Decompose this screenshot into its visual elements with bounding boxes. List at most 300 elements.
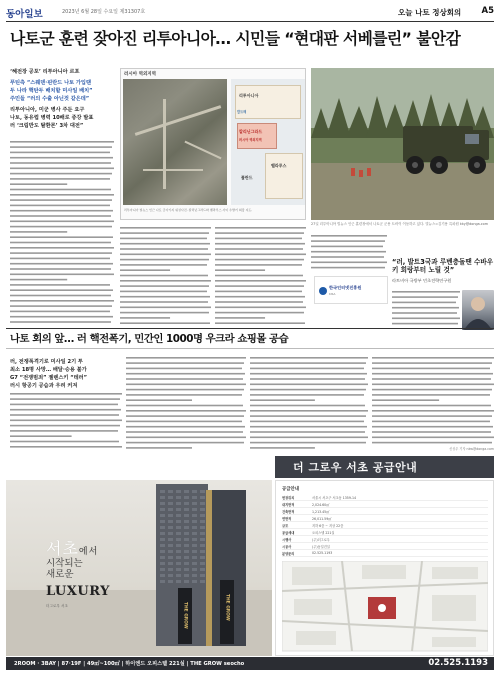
- text-line: [10, 247, 114, 249]
- text-line: [10, 316, 113, 318]
- window: [184, 574, 189, 577]
- text-line: [372, 373, 493, 375]
- text-line: [10, 289, 113, 291]
- article2-headline: 나토 회의 앞… 러 핵전폭기, 민간인 1000명 우크라 쇼핑몰 공습: [10, 333, 289, 345]
- window: [184, 508, 189, 511]
- text-lines: [126, 356, 246, 452]
- window: [192, 544, 197, 547]
- ad-luxury: LUXURY: [46, 584, 110, 599]
- window: [192, 520, 197, 523]
- text-line: [10, 231, 67, 233]
- text-line: [10, 199, 112, 201]
- map-figure: [120, 68, 306, 220]
- window: [200, 532, 205, 535]
- text-lines: [10, 140, 114, 326]
- window: [192, 550, 197, 553]
- masthead: [6, 6, 494, 20]
- portrait-silhouette: [462, 290, 494, 330]
- text-line: [10, 194, 114, 196]
- text-line: [10, 183, 67, 185]
- subhead-line: G7 “전쟁범죄” 젤렌스키 “테러”: [10, 375, 88, 381]
- window: [176, 538, 181, 541]
- military-truck-photo: [311, 68, 494, 220]
- window: [168, 502, 173, 505]
- window: [184, 532, 189, 535]
- window: [184, 568, 189, 571]
- map-label: 러시아 역외지역: [124, 72, 156, 77]
- text-line: [215, 312, 304, 314]
- window: [176, 562, 181, 565]
- article2-byline: 신상우 기자 nkw@donga.com: [449, 447, 494, 451]
- text-line: [10, 178, 110, 180]
- text-line: [250, 357, 368, 359]
- text-line: [215, 301, 303, 303]
- table-row: [282, 530, 488, 536]
- page-number: A5: [481, 6, 494, 16]
- text-line: [372, 384, 494, 386]
- text-line: [392, 291, 460, 293]
- kisa-ad-org: 한국인터넷진흥원: [329, 285, 362, 290]
- article-body-col-1: [10, 140, 114, 326]
- text-line: [250, 442, 366, 444]
- text-lines: [120, 226, 306, 326]
- window: [168, 496, 173, 499]
- text-line: [372, 421, 490, 423]
- table-row: [282, 509, 488, 515]
- window: [184, 514, 189, 517]
- text-line: [392, 312, 457, 314]
- text-line: [10, 311, 110, 313]
- ad-bottom-bar: [6, 657, 494, 670]
- text-line: [215, 248, 303, 250]
- window: [176, 550, 181, 553]
- window: [168, 532, 173, 535]
- text-line: [10, 430, 118, 432]
- ad-phone: 02.525.1193: [428, 658, 488, 668]
- text-line: [10, 189, 111, 191]
- window: [160, 526, 165, 529]
- window: [160, 502, 165, 505]
- text-line: [10, 236, 113, 238]
- table-value: 지하 6층 ~ 지상 22층: [312, 524, 344, 528]
- map-place-poland: 폴란드: [241, 175, 253, 180]
- window: [184, 562, 189, 565]
- table-row: [282, 502, 488, 508]
- article2-subheads: [10, 358, 122, 390]
- table-row: [282, 523, 488, 529]
- text-line: [126, 405, 243, 407]
- text-line: [372, 378, 491, 380]
- text-line: [10, 446, 122, 448]
- ad-tagline-line: 새로운: [46, 569, 74, 580]
- table-key: 규모: [282, 524, 289, 528]
- text-line: [120, 312, 209, 314]
- window: [184, 556, 189, 559]
- text-line: [126, 368, 242, 370]
- text-line: [10, 295, 111, 297]
- text-line: [120, 301, 208, 303]
- window: [168, 574, 173, 577]
- ad-headline-suffix: 에서: [78, 547, 99, 557]
- text-line: [215, 322, 305, 324]
- window: [160, 508, 165, 511]
- text-line: [120, 243, 210, 245]
- window: [184, 544, 189, 547]
- window: [160, 496, 165, 499]
- kisa-ad-sub: KISA: [329, 292, 336, 296]
- window: [168, 562, 173, 565]
- text-line: [126, 378, 243, 380]
- ad-header-title: 더 그로우 서초 공급안내: [293, 461, 418, 474]
- table-key: 연면적: [282, 517, 292, 521]
- text-line: [10, 409, 121, 411]
- window: [168, 520, 173, 523]
- window: [192, 496, 197, 499]
- text-line: [10, 435, 72, 437]
- text-line: [215, 307, 306, 309]
- window: [160, 532, 165, 535]
- table-value: 2,024.60㎡: [312, 503, 330, 507]
- window: [168, 490, 173, 493]
- svg-text:THE GROW: THE GROW: [182, 602, 188, 629]
- text-line: [250, 426, 367, 428]
- text-line: [250, 421, 364, 423]
- table-value: (주)더그로우: [312, 538, 330, 542]
- ad-info-table: [275, 480, 494, 656]
- window: [160, 568, 165, 571]
- window: [192, 490, 197, 493]
- text-line: [10, 141, 114, 143]
- text-line: [126, 394, 242, 396]
- deck-line: 푸틴측 “스웨덴·핀란드 나토 가입땐: [10, 80, 91, 86]
- map-place-region: 러시아 역외지역: [239, 138, 262, 142]
- window: [184, 520, 189, 523]
- window: [200, 490, 205, 493]
- text-line: [120, 275, 208, 277]
- text-line: [311, 262, 387, 264]
- text-line: [10, 393, 122, 395]
- subhead-line: 최소 18명 사망… 배달·승용 불가: [10, 367, 87, 373]
- text-line: [10, 152, 110, 154]
- table-key: 시행사: [282, 538, 292, 542]
- text-line: [126, 426, 245, 428]
- window: [192, 562, 197, 565]
- table-row: [282, 551, 488, 557]
- text-line: [126, 373, 245, 375]
- window: [200, 562, 205, 565]
- text-line: [372, 405, 491, 407]
- map-place-belarus: 벨라루스: [271, 163, 287, 168]
- window: [176, 568, 181, 571]
- text-line: [250, 389, 366, 391]
- profile-headline: “러, 발트3국과 루벤충돌땐 수바우키 회랑부터 노릴 것”: [392, 258, 494, 275]
- text-line: [126, 437, 246, 439]
- text-line: [311, 251, 386, 253]
- window: [168, 514, 173, 517]
- text-line: [120, 227, 211, 229]
- kaliningrad-region: [237, 123, 277, 149]
- text-line: [120, 296, 210, 298]
- text-line: [10, 226, 112, 228]
- text-line: [120, 307, 211, 309]
- table-key: 대지면적: [282, 503, 295, 507]
- text-line: [10, 258, 110, 260]
- text-line: [215, 232, 304, 234]
- text-line: [10, 274, 114, 276]
- text-line: [120, 285, 209, 287]
- text-line: [10, 215, 111, 217]
- window: [192, 526, 197, 529]
- text-line: [392, 302, 456, 304]
- table-row: [282, 544, 488, 550]
- window: [200, 508, 205, 511]
- text-line: [372, 431, 491, 433]
- table-key: 분양문의: [282, 552, 295, 556]
- ad-header: [275, 456, 494, 478]
- table-key: 현장위치: [282, 496, 295, 500]
- text-lines: [250, 356, 368, 452]
- text-line: [120, 232, 209, 234]
- text-line: [215, 254, 306, 256]
- window: [160, 538, 165, 541]
- table-key: 건축면적: [282, 510, 295, 514]
- text-line: [215, 227, 306, 229]
- text-line: [250, 447, 315, 449]
- photo-caption: 27일 리투아니아 빌뉴스 인근 훈련장에서 나토군 군용 트럭이 이동하고 있다. 빌뉴스=김기용 특파원 kky@donga.com: [311, 222, 489, 226]
- window: [168, 580, 173, 583]
- window: [192, 532, 197, 535]
- text-line: [250, 415, 366, 417]
- road: [163, 99, 166, 189]
- text-line: [250, 394, 364, 396]
- text-line: [215, 243, 305, 245]
- text-line: [372, 442, 492, 444]
- text-line: [10, 210, 113, 212]
- newspaper-logo: 동아일보: [6, 9, 43, 20]
- table-row: [282, 537, 488, 543]
- window: [200, 514, 205, 517]
- text-line: [311, 267, 385, 269]
- text-line: [311, 235, 387, 237]
- window: [160, 520, 165, 523]
- article2-rule: [6, 348, 494, 349]
- text-line: [10, 242, 111, 244]
- text-line: [215, 269, 265, 271]
- window: [176, 556, 181, 559]
- text-line: [126, 442, 244, 444]
- ad-headline-seocho: 서초: [46, 539, 79, 558]
- window: [192, 556, 197, 559]
- window: [192, 538, 197, 541]
- window: [184, 538, 189, 541]
- subhead-line: 러, 전쟁폭격기로 미사일 2기 투: [10, 359, 83, 365]
- text-line: [250, 431, 365, 433]
- ad-tagline-line: 시작되는: [46, 558, 83, 569]
- text-line: [250, 373, 367, 375]
- text-line: [120, 280, 211, 282]
- text-line: [215, 317, 265, 319]
- text-line: [126, 357, 246, 359]
- deck-line: ‘혜전장 공포’ 리투아니아 르포: [10, 69, 80, 75]
- text-line: [10, 441, 119, 443]
- section-rule: [6, 328, 494, 329]
- window: [192, 502, 197, 505]
- text-line: [120, 322, 210, 324]
- text-line: [372, 394, 490, 396]
- text-line: [126, 384, 246, 386]
- text-line: [120, 238, 207, 240]
- text-line: [250, 410, 368, 412]
- text-line: [10, 173, 112, 175]
- window: [184, 550, 189, 553]
- text-line: [10, 162, 111, 164]
- window: [176, 496, 181, 499]
- text-line: [311, 256, 384, 258]
- article2-body-4: [372, 356, 494, 446]
- text-lines: [392, 290, 460, 326]
- text-line: [10, 398, 120, 400]
- text-line: [392, 323, 458, 325]
- window: [200, 526, 205, 529]
- text-line: [10, 279, 67, 281]
- text-line: [215, 285, 304, 287]
- road: [135, 105, 222, 136]
- text-line: [120, 254, 211, 256]
- text-line: [311, 240, 385, 242]
- window: [176, 514, 181, 517]
- text-line: [215, 291, 302, 293]
- article-body-col-2: [120, 226, 306, 326]
- text-line: [372, 415, 492, 417]
- window: [176, 544, 181, 547]
- table-value: 오피스텔 221실: [312, 531, 335, 535]
- article-body-col-3: [311, 234, 387, 274]
- window: [176, 574, 181, 577]
- window: [200, 550, 205, 553]
- text-line: [120, 269, 170, 271]
- window: [184, 502, 189, 505]
- kisa-logo-icon: [319, 287, 327, 295]
- text-line: [120, 259, 209, 261]
- text-line: [126, 421, 242, 423]
- text-line: [392, 296, 458, 298]
- table-value: 26,011.59㎡: [312, 517, 332, 521]
- text-line: [372, 426, 493, 428]
- text-line: [372, 389, 492, 391]
- window: [192, 508, 197, 511]
- window: [176, 526, 181, 529]
- profile-body: [392, 290, 460, 326]
- window: [184, 580, 189, 583]
- table-value: 1,213.45㎡: [312, 510, 330, 514]
- text-line: [10, 404, 118, 406]
- article2-body-2: [126, 356, 246, 452]
- window: [192, 580, 197, 583]
- ad-table-title: 공급안내: [282, 487, 299, 492]
- table-value: 02.525.1193: [312, 551, 333, 555]
- window: [192, 574, 197, 577]
- window: [176, 580, 181, 583]
- text-line: [250, 384, 368, 386]
- text-line: [392, 318, 460, 320]
- window: [200, 496, 205, 499]
- profile-portrait: [462, 290, 494, 330]
- window: [200, 580, 205, 583]
- map-caption: 리투아니아 빌뉴스 인근 나토 군사기지 위성사진. 칼리닌그라드와 벨라루스 사이 수발키 회랑 지도.: [124, 208, 253, 212]
- text-line: [250, 362, 366, 364]
- window: [168, 538, 173, 541]
- issue-date: 2023년 6월 28일 수요일 제31307호: [62, 9, 146, 15]
- map-place-baltic: 발트해: [237, 110, 247, 114]
- text-line: [10, 300, 114, 302]
- text-line: [372, 368, 490, 370]
- window: [184, 490, 189, 493]
- text-line: [372, 437, 494, 439]
- text-line: [120, 317, 170, 319]
- window: [200, 568, 205, 571]
- text-line: [215, 264, 302, 266]
- article2-body-3: [250, 356, 368, 452]
- window: [176, 490, 181, 493]
- ad-headline: [46, 536, 98, 559]
- svg-text:THE GROW: THE GROW: [224, 594, 230, 621]
- kisa-ad: [314, 276, 388, 304]
- text-line: [372, 410, 494, 412]
- text-line: [10, 305, 112, 307]
- text-line: [10, 321, 111, 323]
- text-line: [250, 368, 364, 370]
- window: [160, 544, 165, 547]
- window: [176, 532, 181, 535]
- text-line: [311, 246, 383, 248]
- text-line: [126, 415, 244, 417]
- profile-byline: 라트비아 국방부 민초전략연구원: [392, 278, 452, 283]
- window: [160, 562, 165, 565]
- window: [168, 550, 173, 553]
- text-line: [126, 431, 243, 433]
- text-line: [10, 284, 110, 286]
- text-line: [215, 259, 304, 261]
- text-line: [10, 146, 112, 148]
- window: [192, 514, 197, 517]
- window: [168, 556, 173, 559]
- text-line: [250, 437, 368, 439]
- window: [168, 526, 173, 529]
- text-line: [126, 447, 192, 449]
- text-line: [120, 264, 207, 266]
- table-row: [282, 516, 488, 522]
- road: [143, 169, 203, 171]
- text-line: [126, 399, 192, 401]
- text-lines: [10, 392, 122, 452]
- window: [200, 502, 205, 505]
- window: [168, 544, 173, 547]
- window: [176, 508, 181, 511]
- text-line: [10, 252, 112, 254]
- satellite-image: [123, 79, 227, 205]
- article2-body-1: [10, 392, 122, 452]
- text-line: [10, 168, 114, 170]
- text-line: [10, 414, 119, 416]
- subhead-line: 러시 항공기 공습과 우려 커져: [10, 383, 78, 389]
- news-photo: [311, 68, 494, 220]
- window: [168, 568, 173, 571]
- text-line: [372, 357, 494, 359]
- window: [200, 574, 205, 577]
- text-line: [10, 221, 114, 223]
- text-line: [372, 362, 492, 364]
- window: [200, 556, 205, 559]
